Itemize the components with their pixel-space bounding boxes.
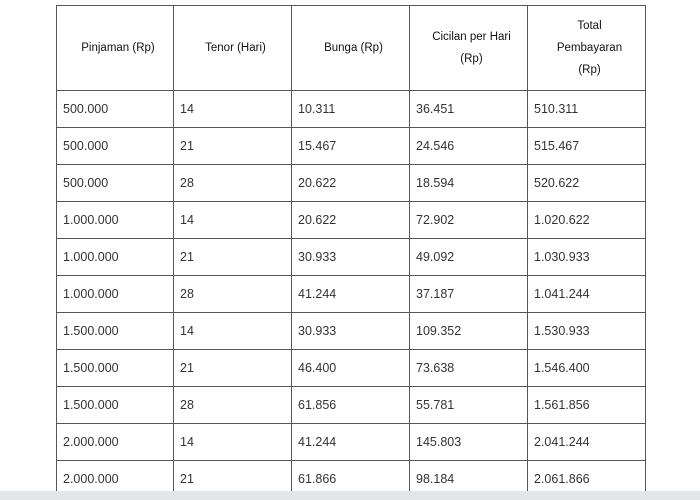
header-total	[528, 6, 646, 91]
cell-tenor: 21	[174, 461, 292, 498]
cell-total: 1.546.400	[528, 350, 646, 387]
cell-bunga: 41.244	[292, 276, 410, 313]
cell-bunga: 10.311	[292, 91, 410, 128]
table-row	[57, 91, 646, 128]
cell-pinjaman: 1.000.000	[57, 202, 174, 239]
cell-tenor: 28	[174, 165, 292, 202]
cell-bunga: 61.866	[292, 461, 410, 498]
table-row	[57, 276, 646, 313]
cell-total: 1.020.622	[528, 202, 646, 239]
header-cicilan-label: Cicilan per Hari (Rp)	[432, 31, 511, 65]
cell-bunga: 30.933	[292, 239, 410, 276]
header-cicilan	[410, 6, 528, 91]
cell-total: 520.622	[528, 165, 646, 202]
table-row	[57, 350, 646, 387]
cell-total: 1.041.244	[528, 276, 646, 313]
cell-pinjaman: 500.000	[57, 128, 174, 165]
cell-tenor: 14	[174, 202, 292, 239]
cell-tenor: 28	[174, 387, 292, 424]
header-tenor-label: Tenor (Hari)	[205, 42, 266, 54]
cell-pinjaman: 1.000.000	[57, 239, 174, 276]
cell-total: 1.561.856	[528, 387, 646, 424]
cell-tenor: 21	[174, 350, 292, 387]
table-header-row	[57, 6, 646, 91]
cell-total: 2.041.244	[528, 424, 646, 461]
cell-bunga: 46.400	[292, 350, 410, 387]
cell-cicilan: 109.352	[410, 313, 528, 350]
cell-tenor: 14	[174, 91, 292, 128]
header-pinjaman	[57, 6, 174, 91]
header-pinjaman-label: Pinjaman (Rp)	[81, 42, 155, 54]
cell-tenor: 14	[174, 313, 292, 350]
table-row	[57, 313, 646, 350]
cell-pinjaman: 1.500.000	[57, 350, 174, 387]
cell-pinjaman: 1.000.000	[57, 276, 174, 313]
cell-cicilan: 18.594	[410, 165, 528, 202]
header-total-label: Total Pembayaran (Rp)	[556, 20, 623, 76]
table-row	[57, 128, 646, 165]
loan-table	[56, 5, 646, 498]
cell-tenor: 21	[174, 128, 292, 165]
cell-bunga: 61.856	[292, 387, 410, 424]
cell-cicilan: 24.546	[410, 128, 528, 165]
cell-bunga: 15.467	[292, 128, 410, 165]
cell-tenor: 28	[174, 276, 292, 313]
cell-pinjaman: 2.000.000	[57, 424, 174, 461]
cell-pinjaman: 500.000	[57, 165, 174, 202]
table-row	[57, 202, 646, 239]
cell-cicilan: 73.638	[410, 350, 528, 387]
cell-cicilan: 145.803	[410, 424, 528, 461]
table-body	[57, 91, 646, 498]
cell-cicilan: 98.184	[410, 461, 528, 498]
table-row	[57, 387, 646, 424]
header-bunga-label: Bunga (Rp)	[324, 42, 383, 54]
bottom-strip	[0, 491, 700, 500]
cell-total: 515.467	[528, 128, 646, 165]
table-row	[57, 424, 646, 461]
cell-pinjaman: 2.000.000	[57, 461, 174, 498]
cell-bunga: 41.244	[292, 424, 410, 461]
table-row	[57, 239, 646, 276]
header-bunga	[292, 6, 410, 91]
header-tenor	[174, 6, 292, 91]
cell-cicilan: 36.451	[410, 91, 528, 128]
cell-total: 510.311	[528, 91, 646, 128]
cell-cicilan: 72.902	[410, 202, 528, 239]
cell-total: 1.530.933	[528, 313, 646, 350]
cell-tenor: 21	[174, 239, 292, 276]
cell-bunga: 20.622	[292, 202, 410, 239]
cell-total: 2.061.866	[528, 461, 646, 498]
cell-bunga: 20.622	[292, 165, 410, 202]
cell-pinjaman: 1.500.000	[57, 313, 174, 350]
cell-pinjaman: 500.000	[57, 91, 174, 128]
cell-cicilan: 49.092	[410, 239, 528, 276]
cell-cicilan: 37.187	[410, 276, 528, 313]
cell-pinjaman: 1.500.000	[57, 387, 174, 424]
cell-bunga: 30.933	[292, 313, 410, 350]
cell-tenor: 14	[174, 424, 292, 461]
table-row	[57, 165, 646, 202]
cell-cicilan: 55.781	[410, 387, 528, 424]
cell-total: 1.030.933	[528, 239, 646, 276]
